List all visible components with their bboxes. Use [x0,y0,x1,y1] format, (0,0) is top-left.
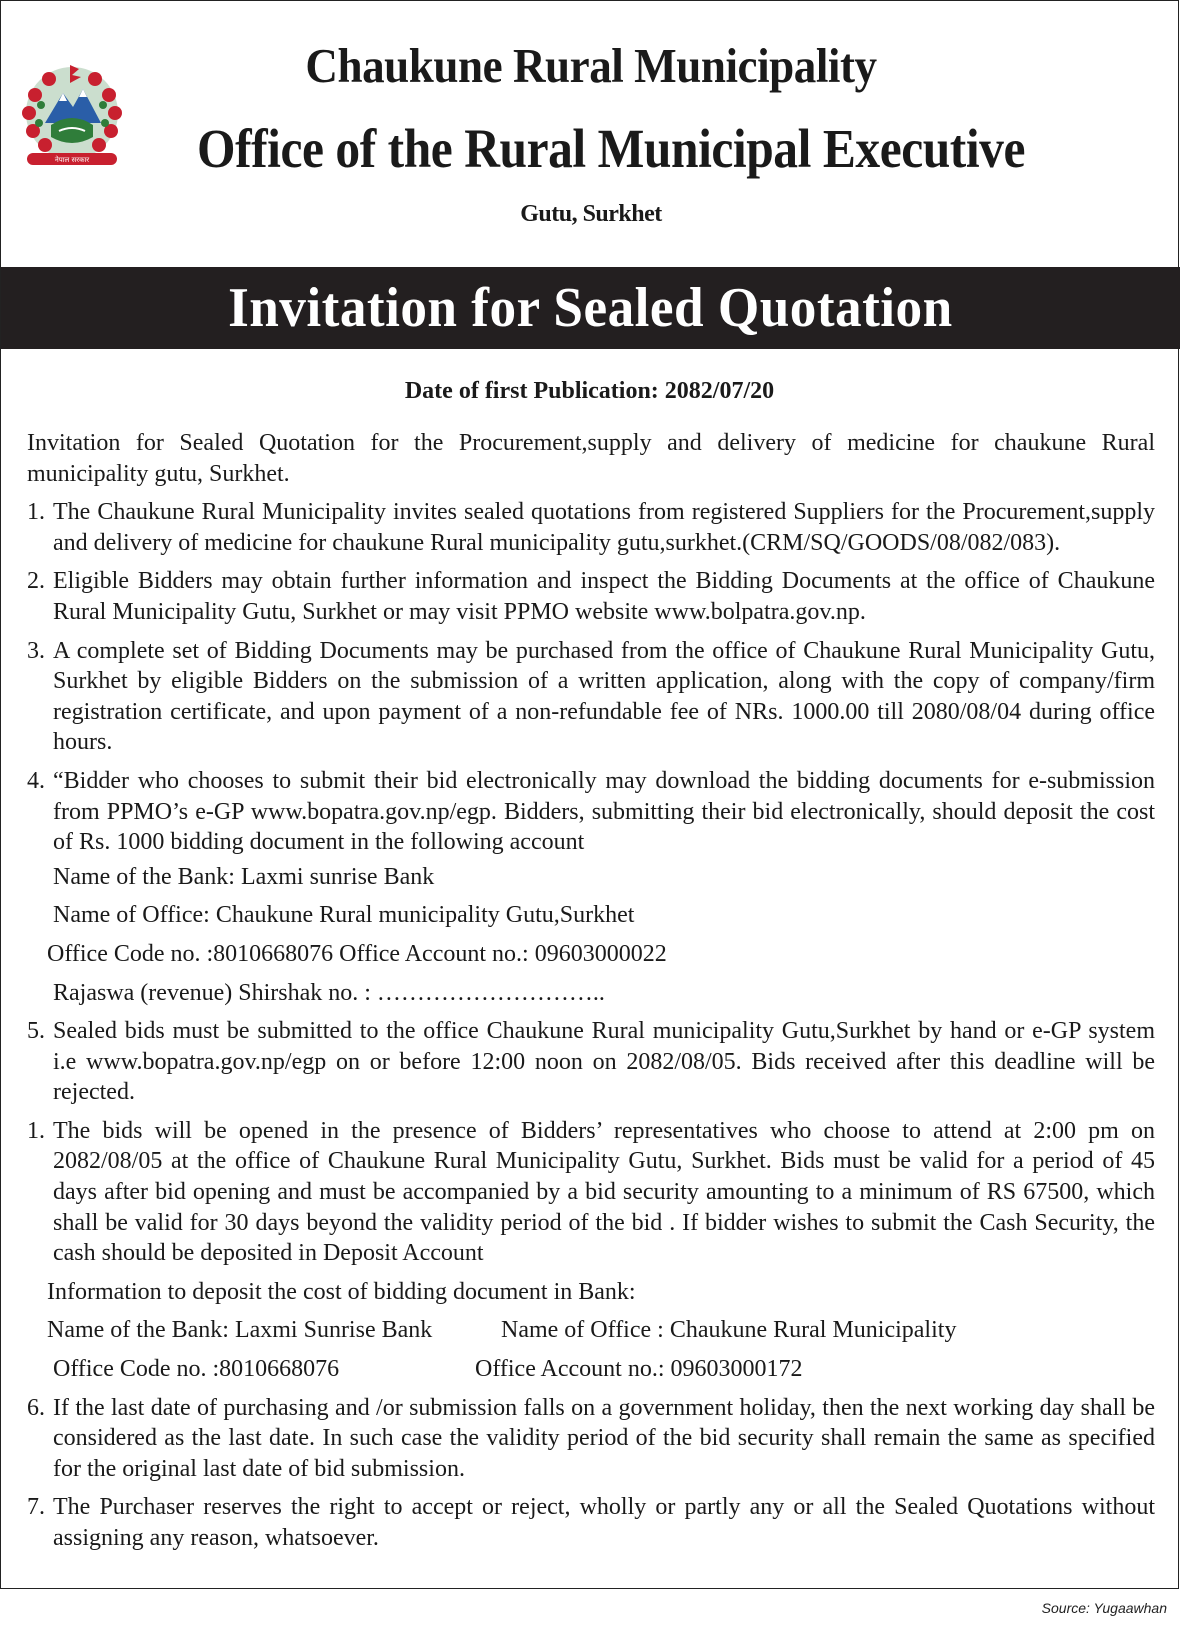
publication-date: Date of first Publication: 2082/07/20 [404,378,775,404]
item-text: The Purchaser reserves the right to accept or reject, wholly or partly any or all the Sealed Quotations without assigning any reason, whatsoever. [53,1494,1155,1551]
intro-paragraph: Invitation for Sealed Quotation for the Procurement,supply and delivery of medicine for chaukune Rural municipality gutu, Surkhet. [27,430,1155,487]
nepal-emblem-icon [15,61,129,171]
deposit-code-row [53,1354,1155,1385]
title-banner [1,267,1180,349]
item-text: “Bidder who chooses to submit their bid electronically may download the bidding documents for e-submission from PPMO’s e-GP www.bopatra.gov.np/egp. Bidders, submitting their bid electronically, should deposit the cost of Rs. 1000 bidding document in the following account [53,767,1155,856]
item-number: 4. [27,767,45,794]
item-text: The bids will be opened in the presence of Bidders’ representatives who choose to attend at 2:00 pm on 2082/08/05 at the office of Chaukune Rural Municipality Gutu, Surkhet. Bids must be valid for a period of 45 days after bid opening and must be accompanied by a bid security amounting to a minimum of RS 67500, which shall be valid for 30 days beyond the validity period of the bid . If bidder wishes to submit the Cash Security, the cash should be deposited in Deposit Account [53,1117,1155,1267]
deposit-bank-row [47,1315,1155,1346]
list-item [27,1116,1155,1269]
bank-name-1: Name of the Bank: Laxmi sunrise Bank [53,863,435,890]
office-codes-1: Office Code no. :8010668076 Office Account no.: 09603000022 [47,940,667,967]
source-credit: Source: Yugaawhan [1041,1600,1167,1616]
list-item [27,1016,1155,1108]
item-text: The Chaukune Rural Municipality invites sealed quotations from registered Suppliers for the Procurement,supply and delivery of medicine for chaukune Rural municipality gutu,surkhet.(CRM/SQ/GOODS/08/082/083). [53,499,1155,556]
list-item [27,497,1155,558]
list-item [27,1393,1155,1485]
item-number: 7. [27,1494,45,1521]
list-item [27,566,1155,627]
bank-name-2: Name of the Bank: Laxmi Sunrise Bank [47,1317,433,1344]
office-title: Office of the Rural Municipal Executive [197,118,1025,179]
notice-body [27,428,1155,1562]
list-item [27,636,1155,758]
svg-text:नेपाल सरकार: नेपाल सरकार [54,156,90,164]
deposit-info-heading: Information to deposit the cost of bidding document in Bank: [47,1278,636,1305]
item-text: Sealed bids must be submitted to the office Chaukune Rural municipality Gutu,Surkhet by hand or e-GP system i.e www.bopatra.gov.np/egp on or before 12:00 noon on 2082/08/05. Bids received after this deadline will be rejected. [53,1018,1155,1106]
office-code-2: Office Code no. :8010668076 [53,1356,340,1383]
item-number: 3. [27,637,45,664]
office-name-2: Name of Office : Chaukune Rural Municipality [501,1317,957,1344]
item-text: Eligible Bidders may obtain further information and inspect the Bidding Documents at the office of Chaukune Rural Municipality Gutu, Surkhet or may visit PPMO website www.bolpatra.gov.np. [53,568,1155,625]
item-number: 2. [27,568,45,595]
location-line: Gutu, Surkhet [520,201,662,227]
list-item [27,766,1155,858]
banner-title: Invitation for Sealed Quotation [228,277,953,339]
item-number: 1. [27,1117,45,1144]
organization-title: Chaukune Rural Municipality [305,38,877,93]
item-text: If the last date of purchasing and /or submission falls on a government holiday, then the next working day shall be considered as the last date. In such case the validity period of the bid security shall remain the same as specified for the original last date of bid submission. [53,1394,1155,1482]
office-account-2: Office Account no.: 09603000172 [475,1356,803,1383]
revenue-heading-1: Rajaswa (revenue) Shirshak no. : ……………………….. [53,979,605,1006]
list-item [27,1492,1155,1553]
item-number: 1. [27,499,45,526]
office-name-1: Name of Office: Chaukune Rural municipality Gutu,Surkhet [53,902,635,929]
item-number: 6. [27,1394,45,1421]
item-number: 5. [27,1018,45,1045]
item-text: A complete set of Bidding Documents may be purchased from the office of Chaukune Rural Municipality Gutu, Surkhet by eligible Bidders on the submission of a written application, along with the copy of company/firm registration certificate, and upon payment of a non-refundable fee of NRs. 1000.00 till 2080/08/04 during office hours. [53,637,1155,756]
